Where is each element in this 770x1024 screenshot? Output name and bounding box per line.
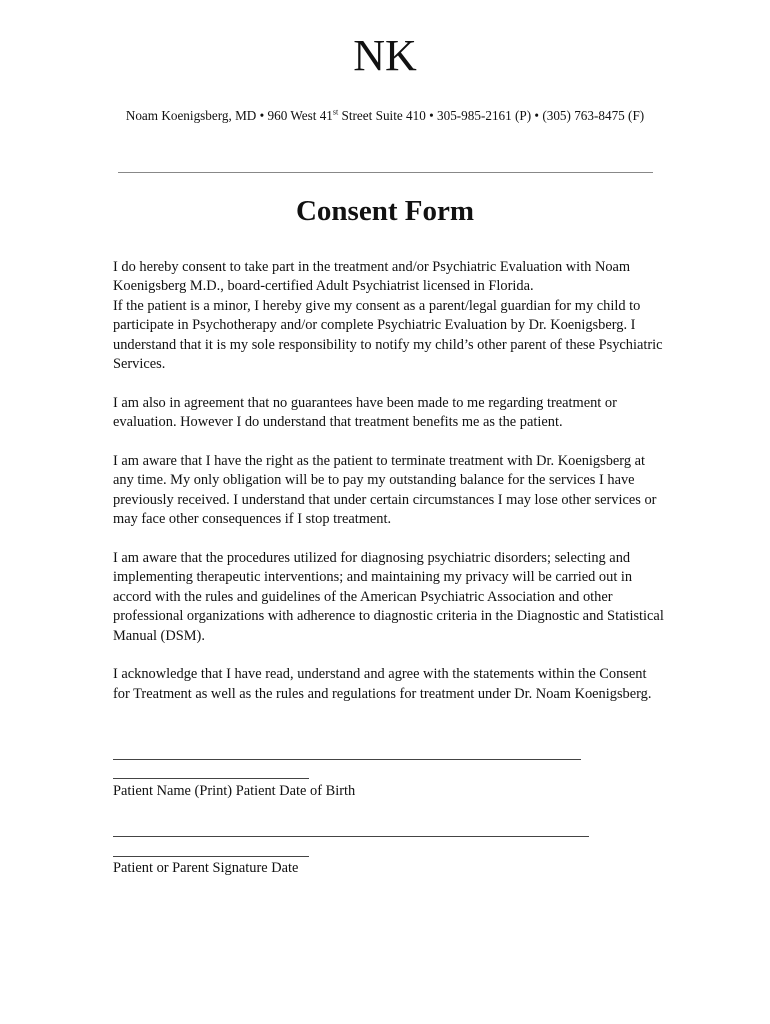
paragraph-termination: I am aware that I have the right as the patient to terminate treatment with Dr. Koenigsberg at any time. My only obligation will be to pay my outstanding balance for the services I have previously received. I understand that under certain circumstances I may lose other services or may face other consequences if I stop treatment. (113, 453, 657, 528)
signature-line[interactable] (113, 836, 589, 837)
practice-address (110, 107, 660, 125)
patient-dob-line[interactable] (113, 778, 309, 779)
address-part1: Noam Koenigsberg, MD • 960 West 41 (125, 108, 333, 123)
paragraph-acknowledgement: I acknowledge that I have read, understand and agree with the statements within the Consent for Treatment as well as the rules and regulations for treatment under Dr. Noam Koenigsberg. (113, 666, 652, 702)
patient-name-line[interactable] (113, 759, 581, 760)
paragraph-guarantees: I am also in agreement that no guarantees have been made to me regarding treatment or evaluation. However I do understand that treatment benefits me as the patient. (113, 394, 617, 431)
address-superscript: st (332, 107, 339, 117)
page-title: Consent Form (295, 195, 474, 227)
paragraph-consent-line1: I do hereby consent to take part in the treatment and/or Psychiatric Evaluation with Noam Koenigsberg M.D., board-certified Adult Psychiatrist licensed in Florida. (113, 259, 631, 295)
consent-body (113, 258, 665, 724)
paragraph-consent (113, 258, 665, 374)
paragraph-consent-line2: If the patient is a minor, I hereby give my consent as a parent/legal guardian for my child to participate in Psychotherapy and/or complete Psychiatric Evaluation by Dr. Koenigsberg. I understand that it is my sole responsibility to notify my child’s other parent of these Psychiatric Services. (113, 297, 663, 373)
logo-monogram: NK (353, 31, 417, 80)
signature-date-line[interactable] (113, 856, 309, 857)
signature-date-label: Patient or Parent Signature Date (113, 860, 299, 876)
address-part2: Street Suite 410 • 305-985-2161 (P) • (305) 763-8475 (F) (338, 108, 645, 123)
paragraph-procedures: I am aware that the procedures utilized for diagnosing psychiatric disorders; selecting and implementing therapeutic interventions; and maintaining my privacy will be carried out in accord with the rules and guidelines of the American Psychiatric Association and other professional organizations with adherence to diagnostic criteria in the Diagnostic and Statistical Manual (DSM). (113, 550, 664, 644)
header-divider (118, 172, 653, 173)
patient-name-dob-label: Patient Name (Print) Patient Date of Birth (113, 783, 356, 799)
